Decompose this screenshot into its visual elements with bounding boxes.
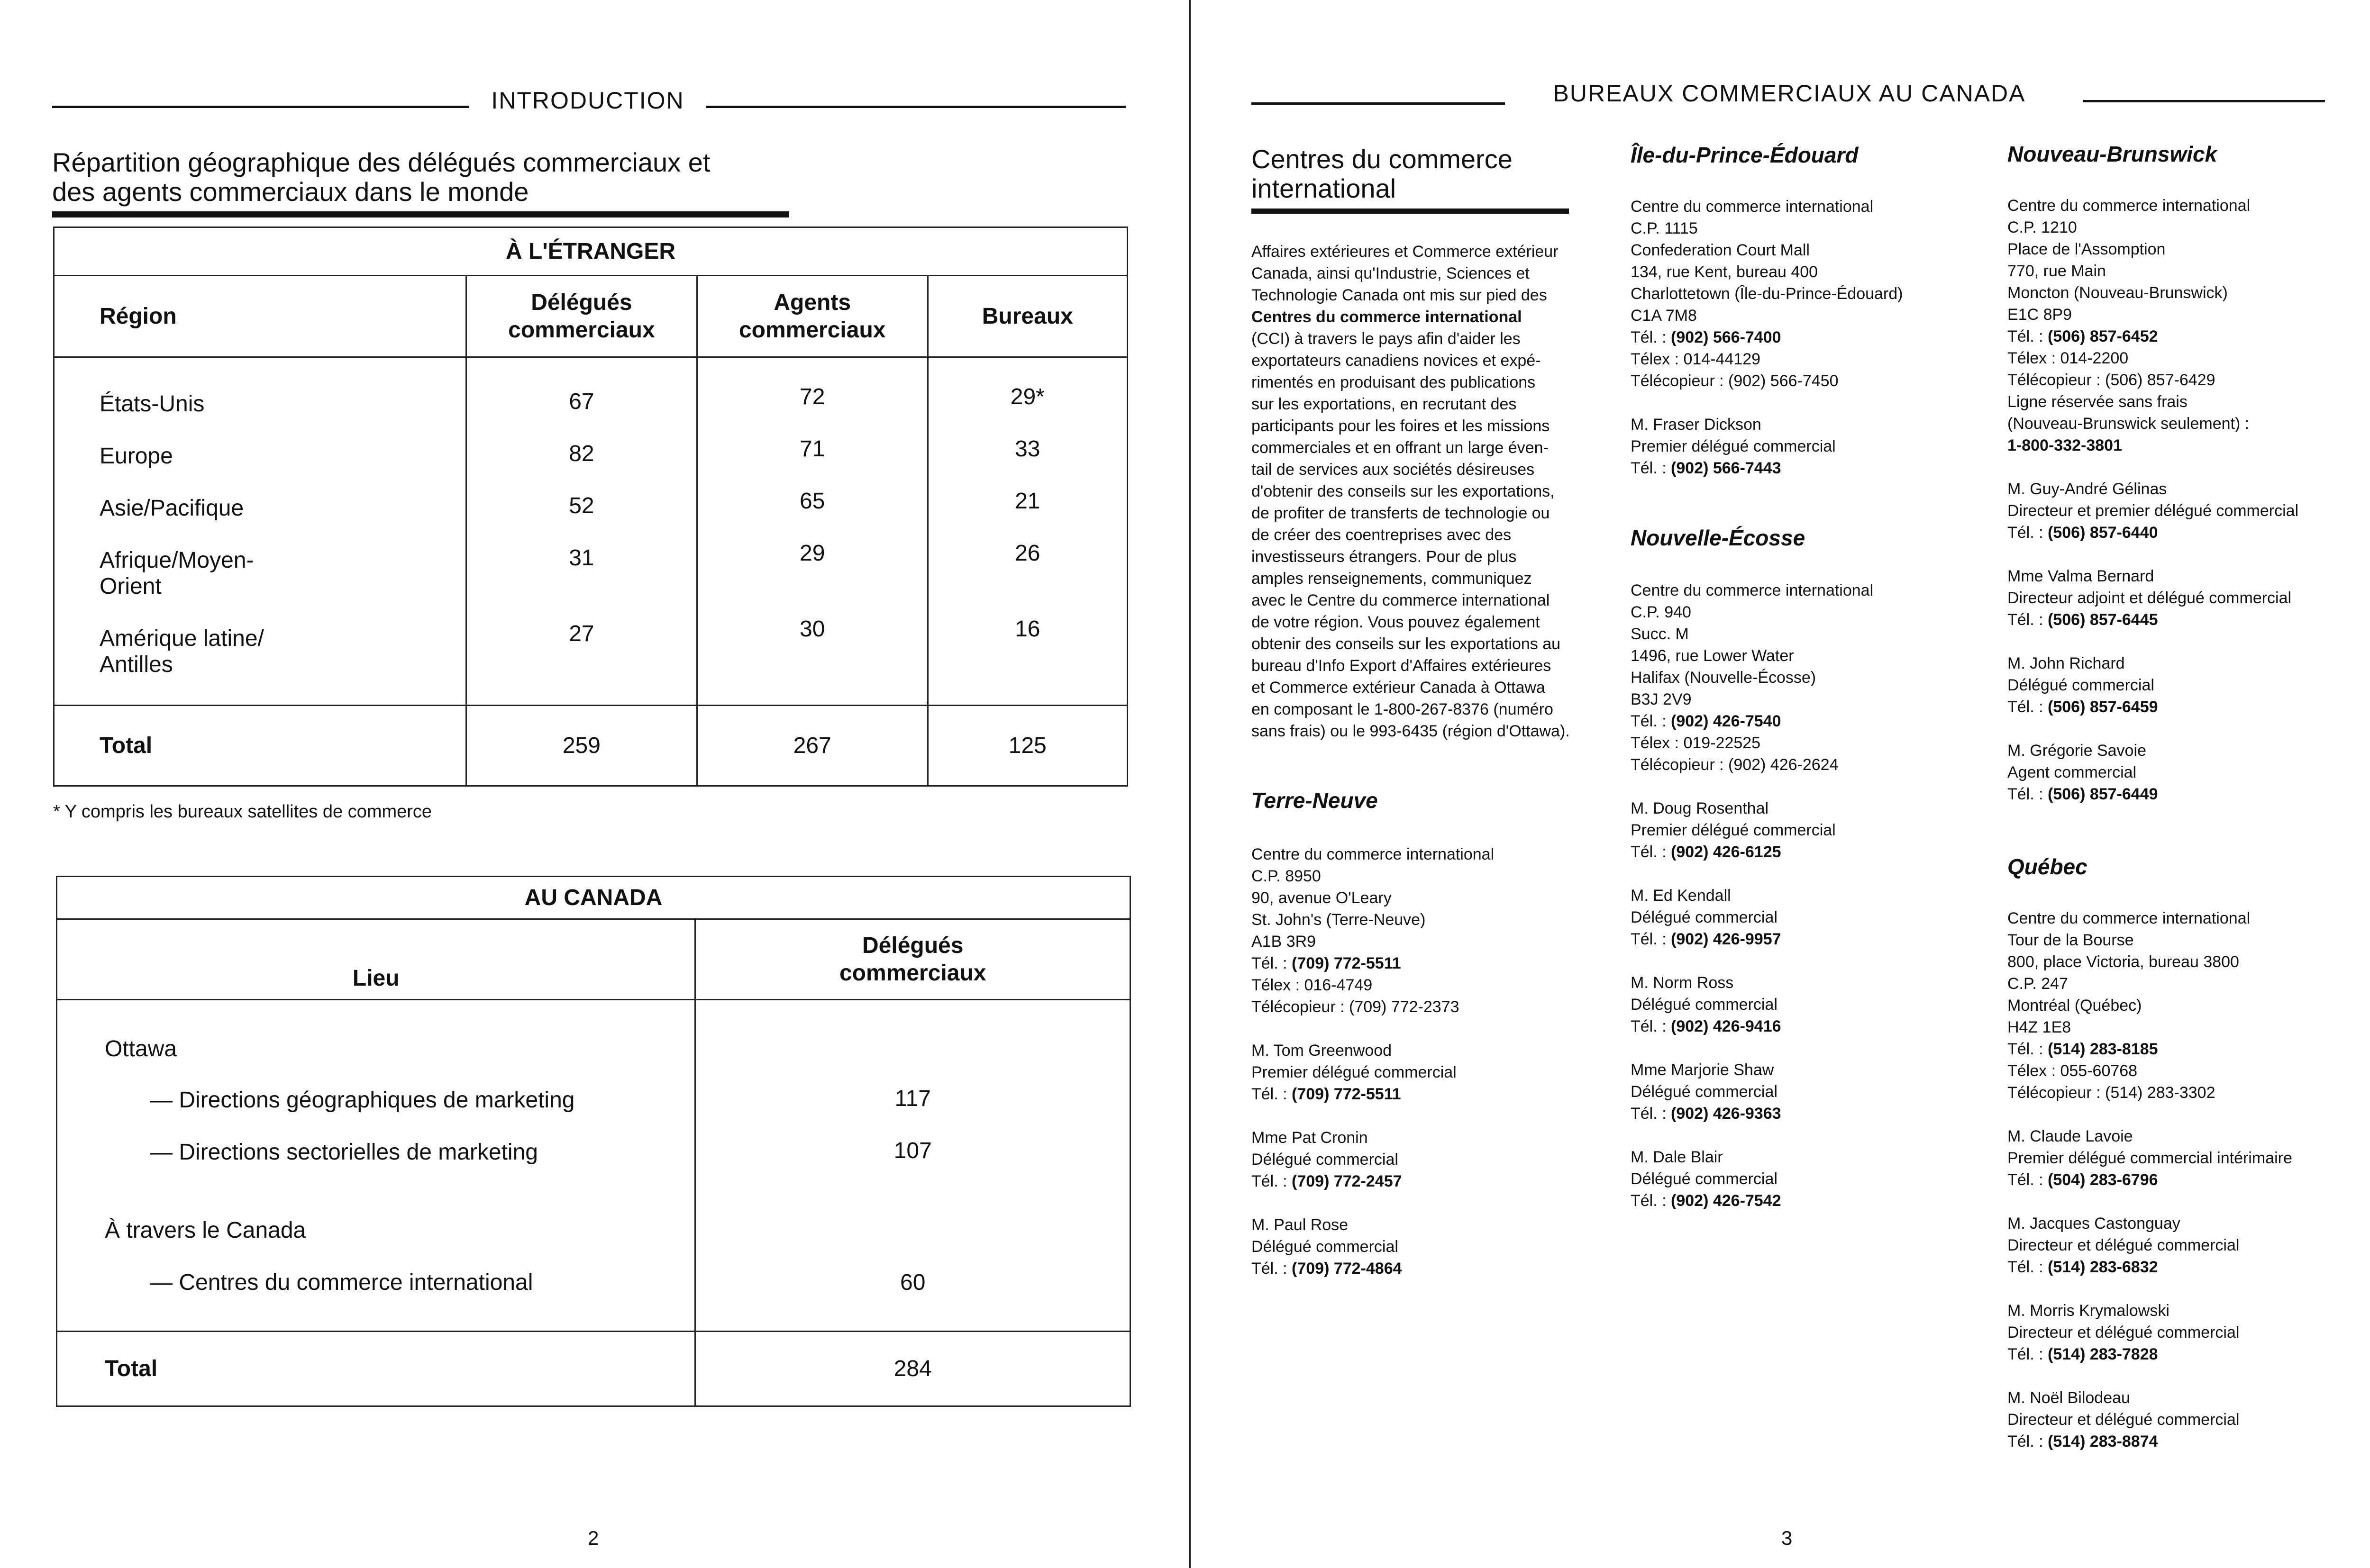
page-number: 3 xyxy=(1781,1527,1793,1549)
table-cell: 33 xyxy=(1015,436,1040,462)
table-cell: 31 xyxy=(569,545,594,571)
total-agents: 267 xyxy=(697,706,928,786)
total-label: Total xyxy=(54,706,466,786)
subtitle-line: Répartition géographique des délégués commerciaux et xyxy=(52,147,711,177)
list-item: À travers le Canada xyxy=(105,1218,306,1243)
column-header-delegates: Délégués commerciaux xyxy=(466,276,697,357)
intro-paragraph: Affaires extérieures et Commerce extérieur Canada, ainsi qu'Industrie, Sciences et Technologie Canada ont mis sur pied des Centres du commerce international (CCI) à travers le pays afin d'aider les exportateurs canadiens novices et expé- rimentés en produisant des publications sur les exportations, en recrutant des participants pour les foires et les missions commerciales et en offrant un large éven- tail de services aux sociétés désireuses d'obtenir des conseils sur les exportations, de profiter de transferts de technologie ou de créer des coentreprises avec des investisseurs étrangers. Pour de plus amples renseignements, communiquez avec le Centre du commerce international de votre région. Vous pouvez également obtenir des conseils sur les exportations au bureau d'Info Export d'Affaires extérieures et Commerce extérieur Canada à Ottawa en composant le 1-800-267-8376 (numéro sans frais) ou le 993-6435 (région d'Ottawa). xyxy=(1251,243,1570,740)
table-cell: 21 xyxy=(1015,489,1040,514)
province-title: Nouvelle-Écosse xyxy=(1631,526,1805,550)
page-number: 2 xyxy=(588,1527,599,1549)
region-column xyxy=(54,357,466,706)
offices-column xyxy=(928,357,1127,706)
table-row: Asie/Pacifique xyxy=(100,496,244,521)
province-title: Nouveau-Brunswick xyxy=(2007,142,2217,166)
list-item: — Directions géographiques de marketing xyxy=(150,1088,575,1113)
total-label: Total xyxy=(57,1332,695,1406)
table-cell: 72 xyxy=(800,384,825,409)
header-rule-right xyxy=(706,106,1126,108)
table-cell: 27 xyxy=(569,621,594,646)
table-caption: À L'ÉTRANGER xyxy=(54,227,1128,276)
footnote: * Y compris les bureaux satellites de commerce xyxy=(53,802,432,822)
province-title: Île-du-Prince-Édouard xyxy=(1631,143,1859,167)
table-row: États-Unis xyxy=(100,391,205,417)
total-value: 284 xyxy=(695,1332,1130,1406)
section-subtitle xyxy=(52,148,710,207)
table-cell: 71 xyxy=(800,436,825,462)
column-header-region: Région xyxy=(54,276,466,357)
province-title: Québec xyxy=(2007,854,2087,879)
column-header-offices: Bureaux xyxy=(928,276,1127,357)
table-cell: 82 xyxy=(569,441,594,466)
table-row: Amérique latine/ Antilles xyxy=(100,626,264,677)
canada-table xyxy=(56,876,1131,1407)
table-cell: 26 xyxy=(1015,541,1040,566)
page-header-right: BUREAUX COMMERCIAUX AU CANADA xyxy=(1553,80,2026,107)
header-rule-left xyxy=(1251,102,1505,105)
subtitle-line: des agents commerciaux dans le monde xyxy=(52,177,529,207)
place-column xyxy=(57,1000,695,1332)
page-header-left: INTRODUCTION xyxy=(491,87,684,114)
delegates-column xyxy=(466,357,697,706)
section-title: Centres du commerce international xyxy=(1251,144,1513,203)
column-header-place: Lieu xyxy=(57,919,695,1000)
table-row: Afrique/Moyen- Orient xyxy=(100,548,254,599)
contact-block-nouvelle-ecosse: Centre du commerce international C.P. 940 Succ. M 1496, rue Lower Water Halifax (Nouvelle-Écosse) B3J 2V9 Tél. : (902) 426-7540 Télex : 019-22525 Télécopieur : (902) 426-2624 M. Doug Rosenthal Premier délégué commercial Tél. : (902) 426-6125 M. Ed Kendall Délégué commercial Tél. : (902) 426-9957 M. Norm Ross Délégué commercial Tél. : (902) 426-9416 Mme Marjorie Shaw Délégué commercial Tél. : (902) 426-9363 M. Dale Blair Délégué commercial Tél. : (902) 426-7542 xyxy=(1631,581,1874,1210)
column-header-delegates: Délégués commerciaux xyxy=(695,919,1130,1000)
table-cell: 60 xyxy=(900,1270,926,1295)
table-cell: 65 xyxy=(800,489,825,514)
list-item: — Directions sectorielles de marketing xyxy=(150,1140,538,1165)
total-offices: 125 xyxy=(928,706,1127,786)
delegates-column xyxy=(695,1000,1130,1332)
header-rule-left xyxy=(52,106,469,108)
table-cell: 16 xyxy=(1015,616,1040,642)
list-item: — Centres du commerce international xyxy=(150,1270,533,1295)
table-cell: 107 xyxy=(893,1138,932,1163)
table-cell: 52 xyxy=(569,493,594,518)
contact-block-quebec: Centre du commerce international Tour de la Bourse 800, place Victoria, bureau 3800 C.P. 247 Montréal (Québec) H4Z 1E8 Tél. : (514) 283-8185 Télex : 055-60768 Télécopieur : (514) 283-3302 M. Claude Lavoie Premier délégué commercial intérimaire Tél. : (504) 283-6796 M. Jacques Castonguay Directeur et délégué commercial Tél. : (514) 283-6832 M. Morris Krymalowski Directeur et délégué commercial Tél. : (514) 283-7828 M. Noël Bilodeau Directeur et délégué commercial Tél. : (514) 283-8874 xyxy=(2007,909,2292,1450)
contact-block-nouveau-brunswick: Centre du commerce international C.P. 1210 Place de l'Assomption 770, rue Main Moncton (Nouveau-Brunswick) E1C 8P9 Tél. : (506) 857-6452 Télex : 014-2200 Télécopieur : (506) 857-6429 Ligne réservée sans frais (Nouveau-Brunswick seulement) : 1-800-332-3801 M. Guy-André Gélinas Directeur et premier délégué commercial Tél. : (506) 857-6440 Mme Valma Bernard Directeur adjoint et délégué commercial Tél. : (506) 857-6445 M. John Richard Délégué commercial Tél. : (506) 857-6459 M. Grégorie Savoie Agent commercial Tél. : (506) 857-6449 xyxy=(2007,197,2299,803)
header-rule-right xyxy=(2083,100,2325,102)
agents-column xyxy=(697,357,928,706)
abroad-table xyxy=(53,227,1128,787)
table-cell: 117 xyxy=(894,1086,931,1111)
table-cell: 30 xyxy=(800,616,825,642)
section-title-rule xyxy=(1251,208,1569,214)
contact-block-ipe: Centre du commerce international C.P. 1115 Confederation Court Mall 134, rue Kent, bureau 400 Charlottetown (Île-du-Prince-Édouard) C1A 7M8 Tél. : (902) 566-7400 Télex : 014-44129 Télécopieur : (902) 566-7450 M. Fraser Dickson Premier délégué commercial Tél. : (902) 566-7443 xyxy=(1631,198,1903,477)
list-item: Ottawa xyxy=(105,1036,177,1061)
subtitle-rule xyxy=(52,211,789,218)
table-row: Europe xyxy=(100,444,173,469)
column-header-agents: Agents commerciaux xyxy=(697,276,928,357)
province-title: Terre-Neuve xyxy=(1251,788,1378,813)
total-delegates: 259 xyxy=(466,706,697,786)
contact-block-terre-neuve: Centre du commerce international C.P. 8950 90, avenue O'Leary St. John's (Terre-Neuve) A1B 3R9 Tél. : (709) 772-5511 Télex : 016-4749 Télécopieur : (709) 772-2373 M. Tom Greenwood Premier délégué commercial Tél. : (709) 772-5511 Mme Pat Cronin Délégué commercial Tél. : (709) 772-2457 M. Paul Rose Délégué commercial Tél. : (709) 772-4864 xyxy=(1251,845,1495,1278)
table-cell: 67 xyxy=(569,389,594,414)
table-cell: 29* xyxy=(1010,384,1045,409)
page-divider xyxy=(1189,0,1191,1568)
table-cell: 29 xyxy=(800,541,825,566)
table-caption: AU CANADA xyxy=(57,877,1130,919)
